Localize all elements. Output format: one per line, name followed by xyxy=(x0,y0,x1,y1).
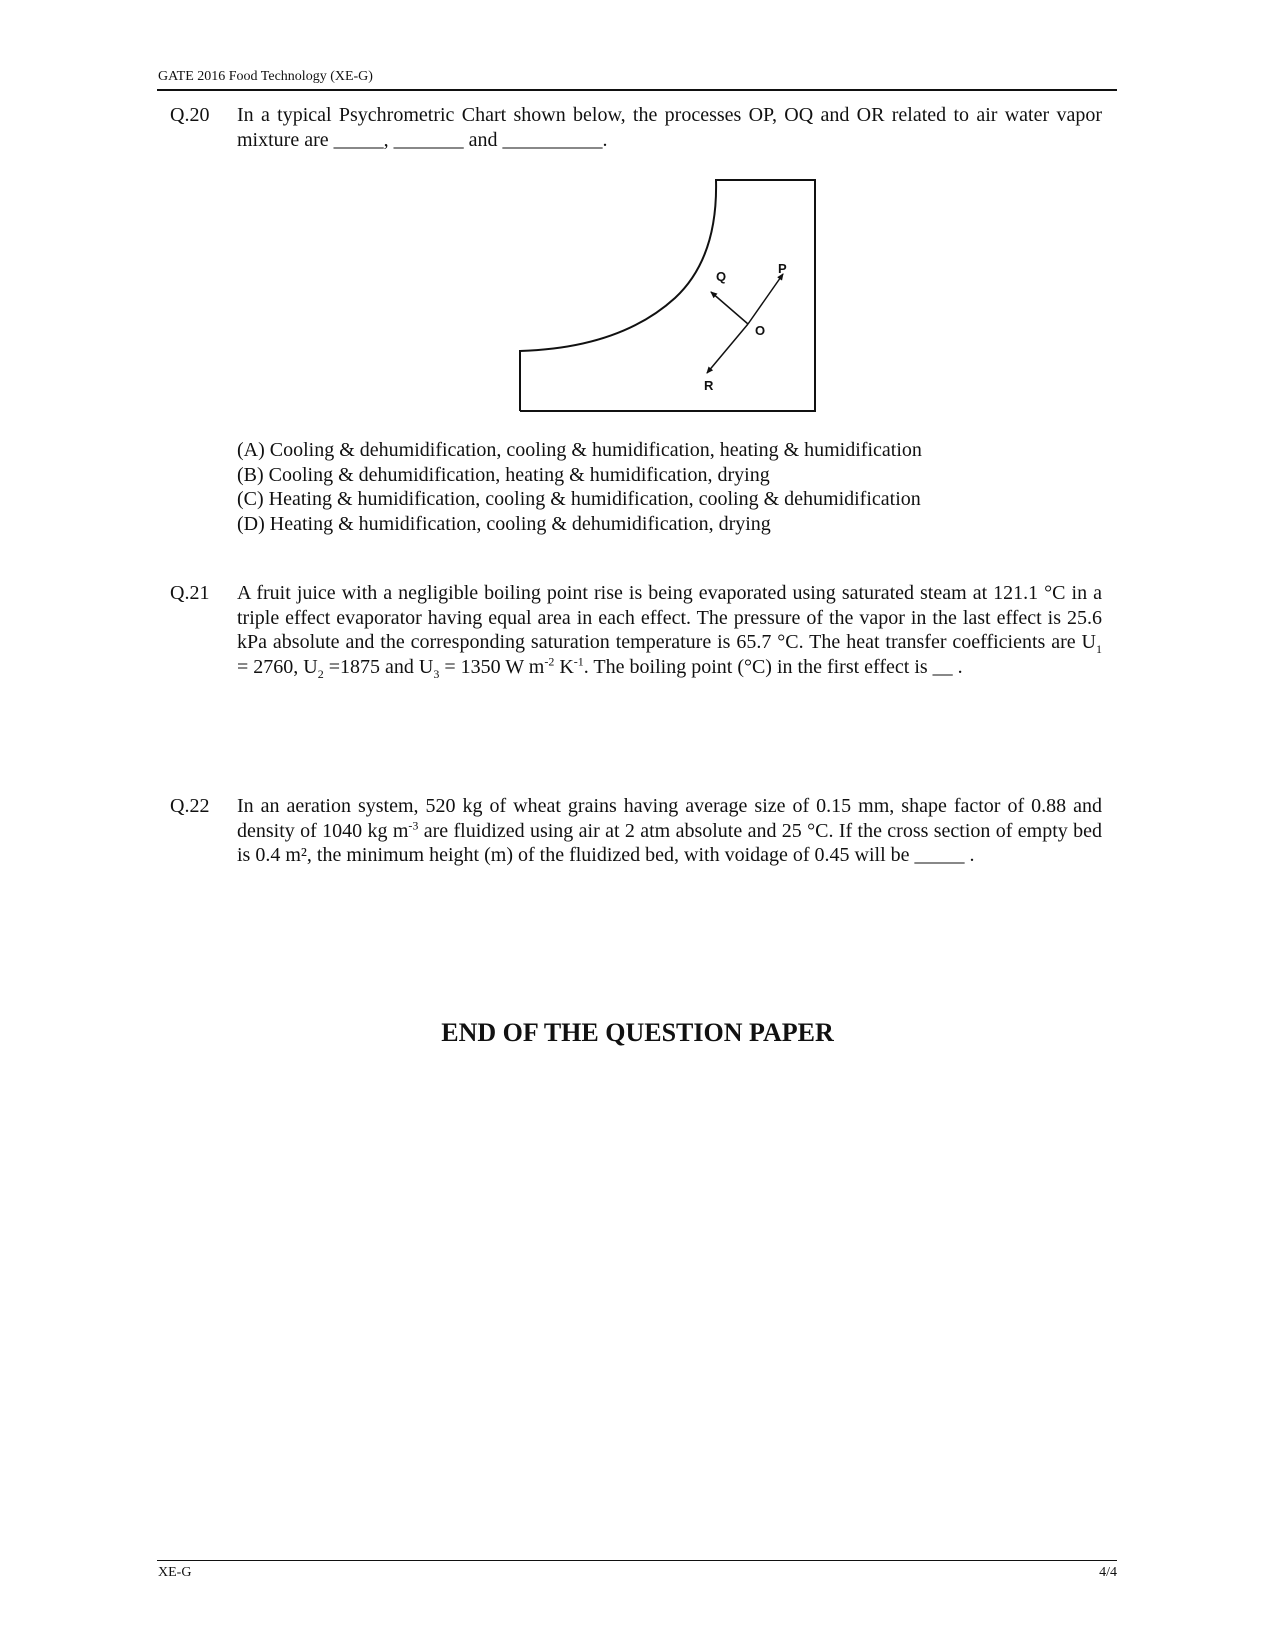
process-or-line xyxy=(707,324,748,373)
label-q: Q xyxy=(716,269,727,284)
process-op-line xyxy=(748,274,783,324)
question-20-text: In a typical Psychrometric Chart shown below, the processes OP, OQ and OR related to air water vapor mixture are _____, _______ and __________. xyxy=(237,104,1102,151)
question-20-options xyxy=(237,438,922,536)
option-a: (A) Cooling & dehumidification, cooling & humidification, heating & humidification xyxy=(237,439,922,461)
footer-page-number: 4/4 xyxy=(1099,1565,1117,1580)
footer-divider xyxy=(157,1560,1117,1561)
footer-paper-code: XE-G xyxy=(158,1565,192,1580)
psychrometric-chart-figure xyxy=(515,178,825,428)
label-o: O xyxy=(755,323,766,338)
question-22-text: In an aeration system, 520 kg of wheat grains having average size of 0.15 mm, shape factor of 0.88 and density of 1040 kg $m^{-3}$ are fluidized using air at 2 atm absolute and 25 °C. If the cross section of empty bed is 0.4 m², the minimum height (m) of the fluidized bed, with voidage of 0.45 will be _____ . xyxy=(237,795,1102,866)
question-21-text: A fruit juice with a negligible boiling point rise is being evaporated using saturated steam at 121.1 °C in a triple effect evaporator having equal area in each effect. The pressure of the vapor in the last effect is 25.6 kPa absolute and the corresponding saturation temperature is 65.7 °C. The heat transfer coefficients are $U_1 = 2760$, $U_2 =1875$ and $U_3 = 1350$ W $m^{-2}$ $K^{-1}$. The boiling point (°C) in the first effect is __ . xyxy=(237,582,1102,681)
option-b: (B) Cooling & dehumidification, heating & humidification, drying xyxy=(237,463,770,486)
process-oq-line xyxy=(711,292,748,324)
option-d: (D) Heating & humidification, cooling & dehumidification, drying xyxy=(237,512,771,535)
chart-border xyxy=(520,180,815,411)
header-divider xyxy=(157,89,1117,91)
question-20-number: Q.20 xyxy=(170,104,210,126)
saturation-curve xyxy=(520,180,716,411)
end-of-paper-title: END OF THE QUESTION PAPER xyxy=(441,1018,834,1047)
page-header-title: GATE 2016 Food Technology (XE-G) xyxy=(158,69,373,84)
question-22-number: Q.22 xyxy=(170,795,210,817)
option-c: (C) Heating & humidification, cooling & humidification, cooling & dehumidification xyxy=(237,488,921,510)
label-p: P xyxy=(778,261,787,276)
label-r: R xyxy=(704,378,714,393)
question-21-number: Q.21 xyxy=(170,582,210,604)
